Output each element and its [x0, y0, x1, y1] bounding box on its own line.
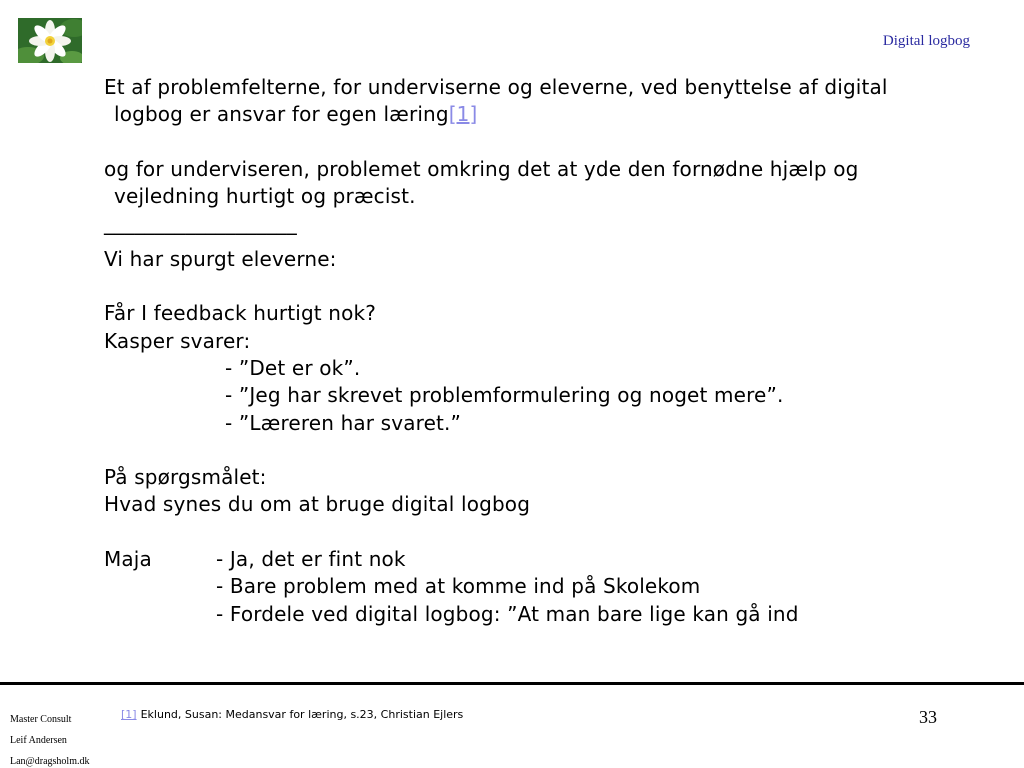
- paragraph-line: [104, 101, 1004, 128]
- answer-text: - ”Det er ok”.: [225, 355, 361, 380]
- paragraph-line: [104, 464, 1004, 491]
- spacer: [104, 519, 1004, 546]
- list-item: [104, 355, 1004, 382]
- question-label: På spørgsmålet:: [104, 465, 267, 490]
- divider-line: [104, 210, 1004, 237]
- header-title: Digital logbog: [882, 33, 970, 49]
- spacer: [104, 437, 1004, 464]
- footer-org: Master Consult: [10, 714, 72, 725]
- paragraph-line: [104, 183, 1004, 210]
- spacer: [104, 129, 1004, 156]
- paragraph-text: Et af problemfelterne, for underviserne og eleverne, ved benyttelse af digital: [104, 75, 888, 99]
- paragraph-line: [104, 300, 1004, 327]
- divider-text: ___________________: [104, 211, 297, 236]
- paragraph-line: [104, 328, 1004, 355]
- kasper-answers-list: [104, 355, 1004, 437]
- list-item: [104, 410, 1004, 437]
- paragraph-line: [104, 246, 1004, 273]
- respondent-label: Kasper svarer:: [104, 328, 251, 353]
- footer-contact: [10, 709, 89, 768]
- answer-text: - Ja, det er fint nok: [216, 547, 406, 572]
- footer-author: Leif Andersen: [10, 735, 67, 746]
- page-number: 33: [919, 707, 937, 727]
- paragraph-line: [104, 156, 1004, 183]
- list-item: [104, 546, 1004, 573]
- answer-text: - Fordele ved digital logbog: ”At man bare lige kan gå ind: [216, 601, 799, 626]
- footnote-text: Eklund, Susan: Medansvar for læring, s.23, Christian Ejlers: [140, 708, 464, 721]
- answer-text: - Bare problem med at komme ind på Skolekom: [216, 574, 701, 599]
- footer-divider: [0, 682, 1024, 685]
- paragraph-line: [104, 491, 1004, 518]
- footnote-reference-link[interactable]: [1]: [448, 102, 478, 127]
- paragraph-text: og for underviseren, problemet omkring det at yde den fornødne hjælp og: [104, 156, 859, 181]
- water-lily-icon: [18, 18, 82, 63]
- list-item: [104, 382, 1004, 409]
- list-item: [104, 573, 1004, 600]
- question-text: Får I feedback hurtigt nok?: [104, 301, 377, 326]
- paragraph-text: vejledning hurtigt og præcist.: [114, 184, 416, 209]
- answer-text: - ”Jeg har skrevet problemformulering og noget mere”.: [225, 383, 784, 408]
- answer-text: - ”Læreren har svaret.”: [225, 410, 462, 435]
- footer-email: Lan@dragsholm.dk: [10, 756, 90, 767]
- asked-heading: Vi har spurgt eleverne:: [104, 246, 337, 271]
- spacer: [104, 273, 1004, 300]
- footnote: [121, 708, 463, 721]
- list-item: [104, 601, 1004, 628]
- paragraph-line: [104, 74, 1004, 101]
- footnote-reference-link[interactable]: [1]: [121, 708, 137, 721]
- slide-body: [104, 74, 1004, 628]
- question-text: Hvad synes du om at bruge digital logbog: [104, 492, 531, 517]
- spacer: [104, 238, 1004, 246]
- paragraph-text: logbog er ansvar for egen læring: [114, 102, 449, 127]
- respondent-label: Maja: [104, 547, 152, 572]
